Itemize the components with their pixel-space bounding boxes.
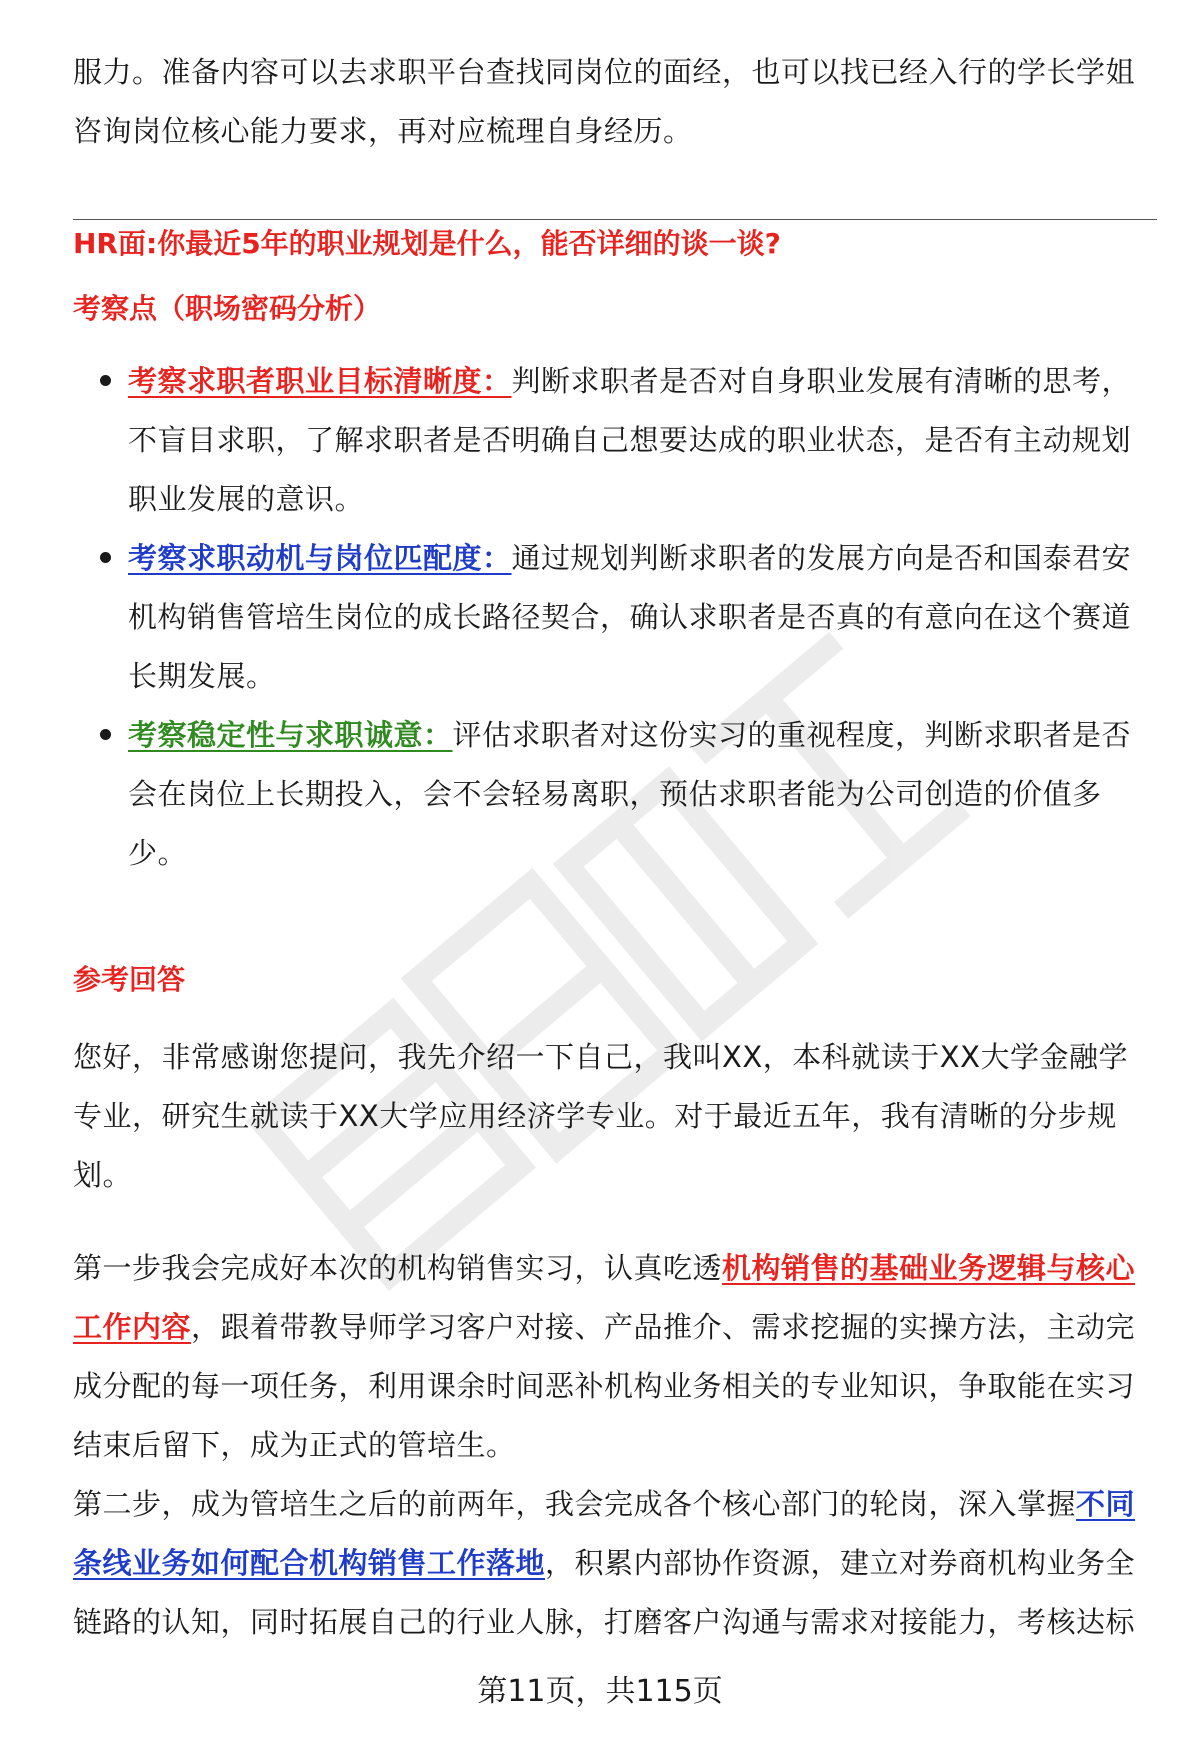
answer-heading: 参考回答 — [73, 963, 186, 996]
intro-paragraph: 服力。准备内容可以去求职平台查找同岗位的面经，也可以找已经入行的学长学姐咨询岗位核心能力要求，再对应梳理自身经历。 — [73, 55, 1136, 148]
analysis-item-clarity — [73, 352, 1158, 529]
step2-highlight: 不同条线业务如何配合机构销售工作落地 — [73, 1487, 1136, 1580]
step1-text-after: ，跟着带教导师学习客户对接、产品推介、需求挖掘的实操方法，主动完成分配的每一项任务，利用课余时间恶补机构业务相关的专业知识，争取能在实习结束后留下，成为正式的管培生。 — [73, 1310, 1136, 1462]
question-title: HR面:你最近5年的职业规划是什么，能否详细的谈一谈? — [73, 227, 781, 260]
analysis-item-text: 判断求职者是否对自身职业发展有清晰的思考，不盲目求职，了解求职者是否明确自己想要达成的职业状态，是否有主动规划职业发展的意识。 — [128, 364, 1132, 516]
analysis-heading: 考察点（职场密码分析） — [73, 292, 382, 325]
page-number: 第11页，共115页 — [477, 1674, 723, 1709]
analysis-item-lead: 考察求职动机与岗位匹配度： — [128, 541, 512, 575]
step1-text-before: 第一步我会完成好本次的机构销售实习，认真吃透 — [73, 1251, 723, 1285]
analysis-item-lead: 考察求职者职业目标清晰度： — [128, 364, 512, 398]
answer-step1-paragraph — [73, 1239, 1153, 1475]
analysis-item-stability — [73, 706, 1158, 883]
section-divider — [73, 219, 1157, 220]
bullet-icon — [100, 729, 111, 740]
analysis-item-text: 评估求职者对这份实习的重视程度，判断求职者是否会在岗位上长期投入，会不会轻易离职，预估求职者能为公司创造的价值多少。 — [128, 718, 1132, 870]
answer-step2-paragraph — [73, 1475, 1153, 1652]
analysis-item-motivation — [73, 529, 1158, 706]
analysis-item-text: 通过规划判断求职者的发展方向是否和国泰君安机构销售管培生岗位的成长路径契合，确认求职者是否真的有意向在这个赛道长期发展。 — [128, 541, 1132, 693]
step2-text-before: 第二步，成为管培生之后的前两年，我会完成各个核心部门的轮岗，深入掌握 — [73, 1487, 1077, 1521]
step2-text-after: ，积累内部协作资源，建立对券商机构业务全链路的认知，同时拓展自己的行业人脉，打磨客户沟通与需求对接能力，考核达标 — [73, 1546, 1136, 1639]
answer-intro-paragraph: 您好，非常感谢您提问，我先介绍一下自己，我叫XX，本科就读于XX大学金融学专业，研究生就读于XX大学应用经济学专业。对于最近五年，我有清晰的分步规划。 — [73, 1040, 1128, 1192]
bullet-icon — [100, 552, 111, 563]
analysis-list — [73, 352, 1158, 883]
bullet-icon — [100, 375, 111, 386]
analysis-item-lead: 考察稳定性与求职诚意： — [128, 718, 453, 752]
step1-highlight: 机构销售的基础业务逻辑与核心工作内容 — [73, 1251, 1136, 1344]
